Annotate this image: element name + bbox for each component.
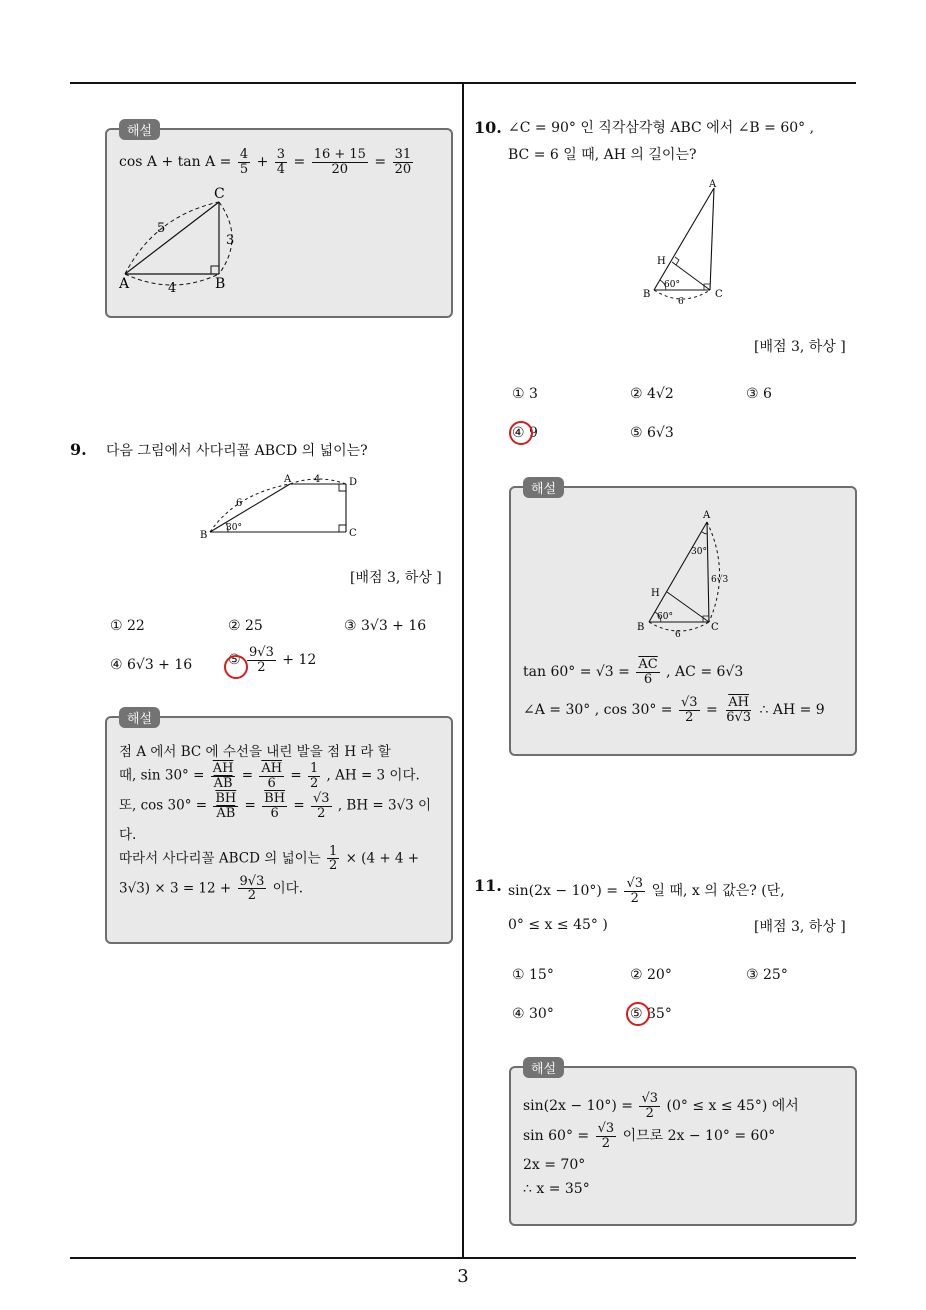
solution-box-q8 (105, 124, 453, 318)
option-2-q11[interactable]: ② 20° (630, 967, 672, 983)
side-label-ab: 6 (236, 498, 243, 509)
side-label-ad: 4 (314, 474, 321, 485)
q11-solution-line-2: sin 60° = $\frac{√3}{2}$ 이므로 2x − 10° = 60° (523, 1121, 776, 1151)
side-label-ab: 4 (168, 281, 177, 296)
solution-box-q10 (509, 482, 857, 756)
fraction: $\frac{31}{20}$ (394, 147, 412, 177)
answer-mark-q10 (509, 421, 533, 445)
q9-solution-line-5: 따라서 사다리꼴 ABCD 의 넓이는 $\frac{1}{2}$ × (4 + 4 + (119, 843, 420, 874)
score-label-q9: [배점 3, 하상 ] (350, 570, 442, 586)
fraction: $\frac{1}{2}$ (309, 761, 319, 791)
question-text-11-line-2: 0° ≤ x ≤ 45° ) (508, 917, 608, 933)
option-5-q9[interactable]: ⑤ $\frac{9√3}{2}$ + 12 (228, 645, 317, 675)
triangle-figure-q10-solution (631, 506, 751, 640)
q9-solution-line-6: 3√3) × 3 = 12 + $\frac{9√3}{2}$ 이다. (119, 873, 304, 904)
q10-solution-line-1: tan 60° = √3 = $\frac{\overline{AC}}{6}$ , AC = 6√3 (523, 657, 744, 687)
option-1-q10[interactable]: ① 3 (512, 386, 538, 402)
fraction: $\frac{√3}{2}$ (626, 875, 644, 906)
vertex-label-b: B (637, 622, 645, 633)
fraction: $\frac{16 + 15}{20}$ (313, 147, 366, 177)
fraction: $\frac{\overline{BH}}{6}$ (264, 791, 286, 821)
side-label-ac: 6√3 (711, 575, 729, 585)
question-text-10-line-1: ∠C = 90° 인 직각삼각형 ABC 에서 ∠B = 60° , (508, 120, 815, 136)
vertex-label-a: A (119, 276, 130, 292)
q11-solution-line-1: sin(2x − 10°) = $\frac{√3}{2}$ (0° ≤ x ≤ 45°) 에서 (523, 1091, 799, 1121)
option-1-q11[interactable]: ① 15° (512, 967, 554, 983)
vertex-label-b: B (200, 530, 208, 541)
option-4-q10[interactable]: ④ 9 (512, 425, 538, 441)
question-text-10-line-2: BC = 6 일 때, AH 의 길이는? (508, 147, 697, 163)
q9-solution-line-4: 다. (119, 826, 137, 843)
side-label-bc: 3 (226, 233, 235, 248)
angle-label-b: 60° (664, 280, 680, 290)
angle-label-b: 30° (226, 523, 242, 533)
vertex-label-a: A (709, 179, 717, 190)
vertex-label-b: B (643, 289, 651, 300)
option-1-q9[interactable]: ① 22 (110, 618, 145, 634)
fraction: $\frac{√3}{2}$ (641, 1091, 659, 1121)
fraction: $\frac{1}{2}$ (329, 843, 338, 874)
option-5-q11[interactable]: ⑤ 35° (630, 1006, 672, 1022)
vertex-label-h: H (651, 588, 660, 599)
q9-solution-line-1: 점 A 에서 BC 에 수선을 내린 발을 점 H 라 할 (119, 744, 391, 760)
q9-solution-line-2: 때, sin 30° = $\frac{\overline{AH}}{AB}$ = $\frac{\overline{AH}}{6}$ = $\frac{1}{2}$ , AH = 3 이다. (119, 761, 420, 791)
column-divider (462, 83, 464, 1258)
solution-tag: 해설 (119, 707, 160, 728)
option-3-q11[interactable]: ③ 25° (746, 967, 788, 983)
q9-solution-line-3: 또, cos 30° = $\frac{\overline{BH}}{AB}$ = $\frac{\overline{BH}}{6}$ = $\frac{√3}{2}$ , BH = 3√3 이 (119, 791, 432, 821)
page-number: 3 (457, 1266, 469, 1287)
q10-solution-line-2: ∠A = 30° , cos 30° = $\frac{√3}{2}$ = $\frac{\overline{AH}}{6√3}$ ∴ AH = 9 (523, 695, 825, 725)
q11-solution-line-4: ∴ x = 35° (523, 1180, 590, 1197)
vertex-label-d: D (349, 477, 358, 488)
trapezoid-figure-q9 (196, 472, 366, 542)
q11-solution-line-3: 2x = 70° (523, 1156, 586, 1173)
answer-mark-q11 (626, 1002, 650, 1026)
option-5-q10[interactable]: ⑤ 6√3 (630, 425, 674, 441)
solution-tag: 해설 (119, 119, 160, 140)
side-label-ac: 5 (157, 221, 166, 236)
fraction: $\frac{\overline{AC}}{6}$ (638, 657, 658, 687)
vertex-label-a: A (284, 474, 292, 485)
vertex-label-a: A (703, 510, 711, 521)
vertex-label-c: C (711, 622, 719, 633)
angle-label-30: 30° (691, 547, 707, 557)
solution-tag: 해설 (523, 1057, 564, 1078)
option-3-q10[interactable]: ③ 6 (746, 386, 772, 402)
fraction: $\frac{9√3}{2}$ (249, 645, 274, 675)
q8-solution-formula: cos A + tan A = $\frac{4}{5}$ + $\frac{3}{4}$ = $\frac{16 + 15}{20}$ = $\frac{31}{20}$ (119, 147, 412, 177)
question-number-9: 9. (70, 440, 87, 459)
fraction: $\frac{\overline{AH}}{AB}$ (212, 761, 234, 791)
fraction: $\frac{\overline{BH}}{AB}$ (215, 791, 237, 821)
vertex-label-c: C (349, 528, 357, 539)
fraction: $\frac{3}{4}$ (276, 147, 286, 177)
side-label-bc: 6 (678, 297, 684, 307)
vertex-label-b: B (215, 276, 226, 292)
question-text-11-line-1: sin(2x − 10°) = $\frac{√3}{2}$ 일 때, x 의 값은? (단, (508, 875, 785, 906)
vertex-label-h: H (657, 256, 666, 267)
fraction: $\frac{9√3}{2}$ (239, 873, 265, 904)
fraction: $\frac{\overline{AH}}{6}$ (261, 761, 283, 791)
question-number-10: 10. (474, 118, 502, 137)
question-number-11: 11. (474, 876, 502, 895)
triangle-figure-q8 (115, 186, 255, 298)
vertex-label-c: C (214, 186, 225, 202)
vertex-label-c: C (715, 289, 723, 300)
fraction: $\frac{4}{5}$ (239, 147, 249, 177)
angle-label-60: 60° (657, 612, 673, 622)
fraction: $\frac{√3}{2}$ (312, 791, 330, 821)
triangle-figure-q10 (636, 176, 736, 308)
solution-box-q11 (509, 1062, 857, 1226)
option-4-q11[interactable]: ④ 30° (512, 1006, 554, 1022)
question-text-9: 다음 그림에서 사다리꼴 ABCD 의 넓이는? (106, 443, 368, 459)
answer-mark-q9 (224, 655, 248, 679)
side-label-bc: 6 (675, 630, 681, 640)
option-3-q9[interactable]: ③ 3√3 + 16 (344, 618, 427, 634)
fraction: $\frac{√3}{2}$ (597, 1121, 615, 1151)
option-2-q10[interactable]: ② 4√2 (630, 386, 674, 402)
fraction: $\frac{√3}{2}$ (681, 695, 698, 725)
score-label-q10: [배점 3, 하상 ] (754, 339, 846, 355)
score-label-q11: [배점 3, 하상 ] (754, 919, 846, 935)
fraction: $\frac{\overline{AH}}{6√3}$ (726, 695, 752, 725)
solution-box-q9 (105, 712, 453, 944)
solution-tag: 해설 (523, 477, 564, 498)
option-4-q9[interactable]: ④ 6√3 + 16 (110, 657, 193, 673)
option-2-q9[interactable]: ② 25 (228, 618, 263, 634)
